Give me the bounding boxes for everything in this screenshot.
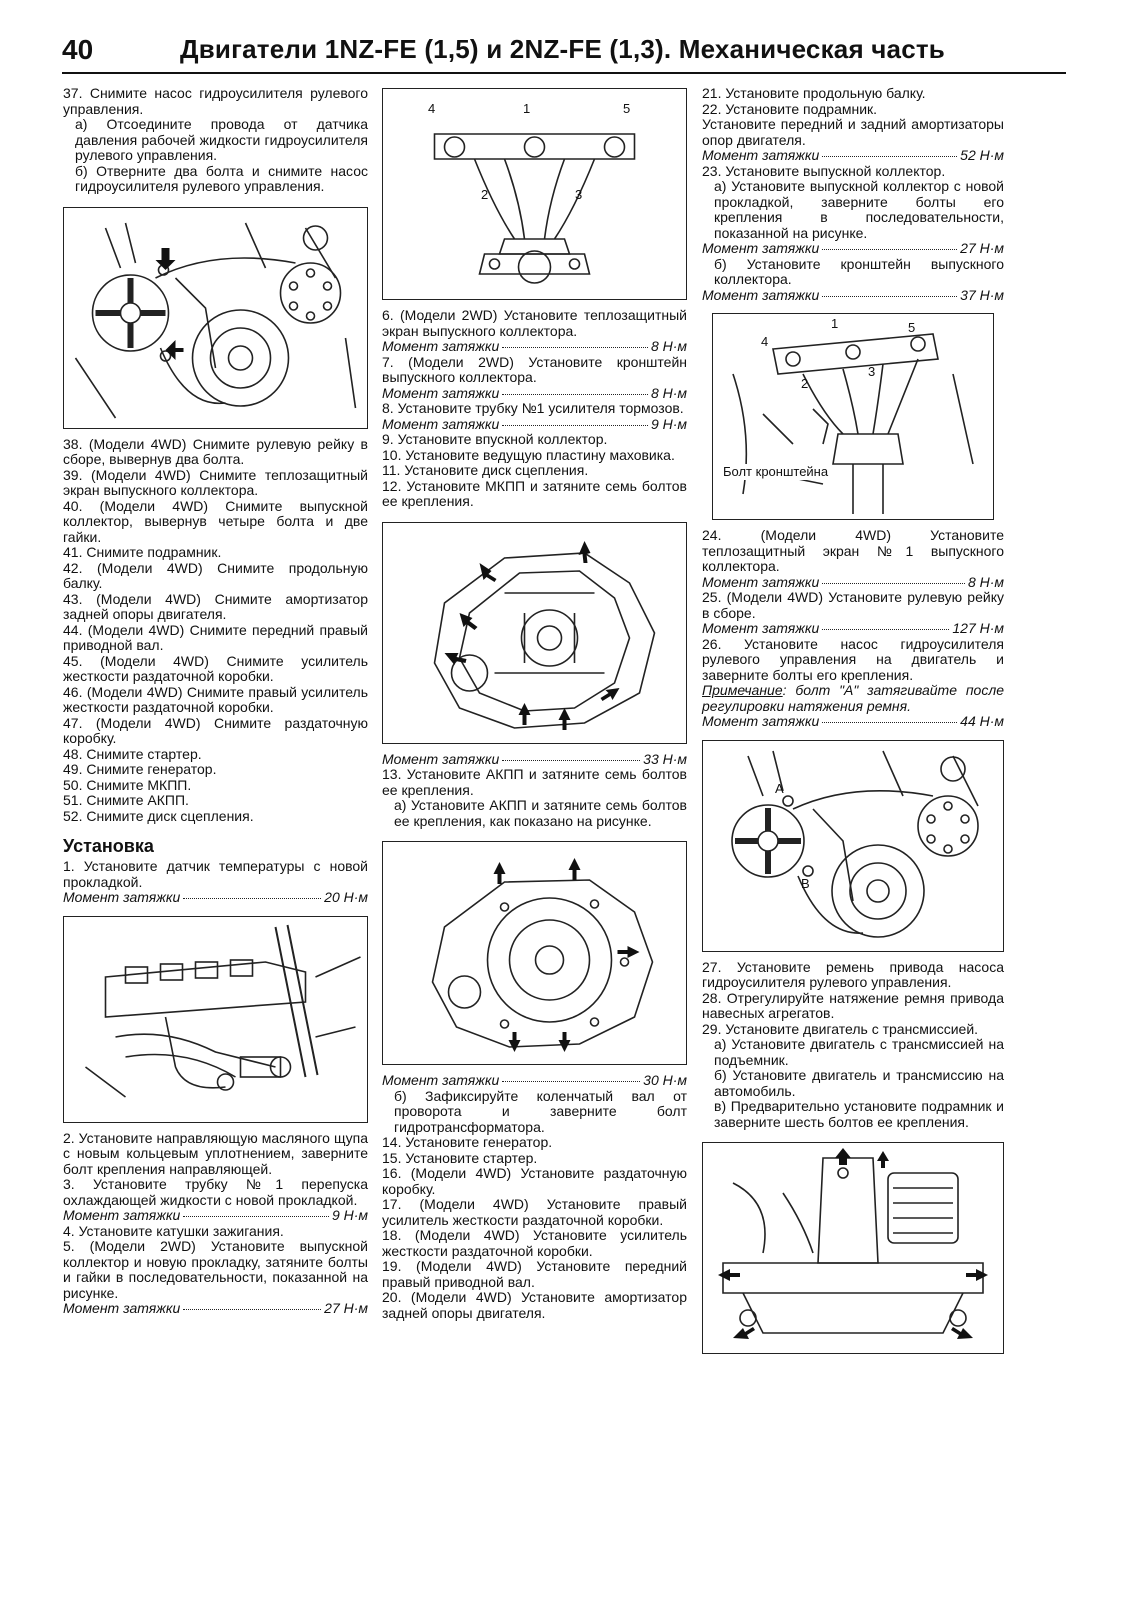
automatic-transmission-drawing-icon [383, 842, 686, 1064]
header-rule [62, 72, 1066, 74]
fig3-label-3: 3 [868, 364, 876, 379]
column-1 [63, 86, 368, 1317]
step-41: 41. Снимите подрамник. [63, 544, 222, 560]
step-44: 44. (Модели 4WD) Снимите передний правый приводной вал. [63, 621, 368, 653]
step-52: 52. Снимите диск сцепления. [63, 807, 254, 824]
install-step-2: 2. Установите направляющую масляного щупа с новым кольцевым уплотнением, заверните болт крепления направляющей. [63, 1129, 368, 1177]
install-step-17: 17. (Модели 4WD) Установите правый усилитель жесткости раздаточной коробки. [382, 1196, 687, 1228]
install-step-22b: Установите передний и задний амортизаторы опор двигателя. [702, 116, 1004, 148]
torque-spec-22: Момент затяжки 52 Н·м [702, 147, 1004, 163]
fig-label-4: 4 [428, 101, 436, 116]
fig3-label-4: 4 [761, 334, 769, 349]
torque-spec-8: Момент затяжки 9 Н·м [382, 415, 687, 432]
install-step-7: 7. (Модели 2WD) Установите кронштейн выпускного коллектора. [382, 353, 687, 385]
fig-label-3: 3 [575, 187, 583, 202]
fig-label-2: 2 [481, 187, 489, 202]
figure-power-steering-pump-install [702, 740, 1004, 952]
figure-subframe-install [702, 1142, 1004, 1354]
install-step-29b: б) Установите двигатель и трансмиссию на автомобиль. [714, 1067, 1004, 1099]
figure-automatic-transmission [382, 841, 687, 1065]
fig3-label-2: 2 [801, 376, 809, 391]
pump-drawing-icon [64, 208, 367, 428]
install-step-9: 9. Установите впускной коллектор. [382, 431, 608, 447]
install-step-22: 22. Установите подрамник. [702, 100, 878, 117]
exhaust-manifold-drawing-icon [383, 89, 686, 299]
torque-spec-23a: Момент затяжки 27 Н·м [702, 240, 1004, 256]
step-45: 45. (Модели 4WD) Снимите усилитель жесткости раздаточной коробки. [63, 652, 368, 684]
step-49: 49. Снимите генератор. [63, 761, 217, 777]
figure-manual-transmission [382, 522, 687, 744]
fig-label-B: B [801, 875, 810, 891]
install-step-4: 4. Установите катушки зажигания. [63, 1222, 284, 1239]
fig3-label-5: 5 [908, 320, 916, 335]
torque-spec-25: Момент затяжки 127 Н·м [702, 620, 1004, 636]
install-step-1: 1. Установите датчик температуры с новой прокладкой. [63, 858, 368, 890]
torque-spec-23b: Момент затяжки 37 Н·м [702, 286, 1004, 303]
step-51: 51. Снимите АКПП. [63, 792, 189, 808]
transmission-drawing-icon [383, 523, 686, 743]
page-title: Двигатели 1NZ-FE (1,5) и 2NZ-FE (1,3). Механическая часть [180, 34, 945, 64]
install-step-29c: в) Предварительно установите подрамник и заверните шесть болтов ее крепления. [714, 1098, 1004, 1130]
step-37: 37. Снимите насос гидроусилителя рулевого управления. [63, 85, 368, 117]
column-3 [702, 86, 1004, 1362]
section-heading-installation: Установка [63, 836, 154, 856]
step-43: 43. (Модели 4WD) Снимите амортизатор задней опоры двигателя. [63, 590, 368, 622]
install-step-16: 16. (Модели 4WD) Установите раздаточную коробку. [382, 1165, 687, 1197]
subframe-drawing-icon [703, 1143, 1003, 1353]
note-text: : болт "А" затягивайте после регулировки натяжения ремня. [702, 682, 1004, 714]
install-step-20: 20. (Модели 4WD) Установите амортизатор задней опоры двигателя. [382, 1289, 687, 1321]
install-step-26: 26. Установите насос гидроусилителя рулевого управления на двигатель и заверните болты его крепления. [702, 635, 1004, 683]
install-step-24: 24. (Модели 4WD) Установите теплозащитный экран №1 выпускного коллектора. [702, 527, 1004, 574]
install-step-10: 10. Установите ведущую пластину маховика. [382, 446, 675, 463]
install-step-13b: б) Зафиксируйте коленчатый вал от проворота и заверните болт гидротрансформатора. [394, 1087, 687, 1135]
step-38: 38. (Модели 4WD) Снимите рулевую рейку в сборе, вывернув два болта. [63, 435, 368, 467]
fig-label-A: A [775, 780, 784, 796]
install-step-6: 6. (Модели 2WD) Установите теплозащитный экран выпускного коллектора. [382, 307, 687, 339]
install-step-27: 27. Установите ремень привода насоса гидроусилителя рулевого управления. [702, 958, 1004, 990]
install-step-3: 3. Установите трубку №1 перепуска охлаждающей жидкости с новой прокладкой. [63, 1176, 368, 1208]
note-label: Примечание [702, 682, 783, 698]
page-header [62, 34, 1062, 74]
install-step-5: 5. (Модели 2WD) Установите выпускной коллектор и новую прокладку, затяните болты и гайки в последовательности, показанной на рисунке. [63, 1238, 368, 1301]
step-40: 40. (Модели 4WD) Снимите выпускной коллектор, вывернув четыре болта и две гайки. [63, 497, 368, 545]
fig3-caption: Болт кронштейна [723, 464, 829, 479]
install-step-21: 21. Установите продольную балку. [702, 85, 926, 101]
step-42: 42. (Модели 4WD) Снимите продольную балку. [63, 559, 368, 591]
torque-spec-6: Момент затяжки 8 Н·м [382, 338, 687, 354]
step-39: 39. (Модели 4WD) Снимите теплозащитный экран выпускного коллектора. [63, 466, 368, 498]
figure-dipstick-guide [63, 916, 368, 1123]
install-step-23b: б) Установите кронштейн выпускного коллектора. [714, 255, 1004, 287]
install-step-29: 29. Установите двигатель с трансмиссией. [702, 1020, 979, 1037]
step-46: 46. (Модели 4WD) Снимите правый усилитель жесткости раздаточной коробки. [63, 683, 368, 715]
install-step-11: 11. Установите диск сцепления. [382, 462, 589, 478]
torque-spec-12: Момент затяжки 33 Н·м [382, 750, 687, 767]
torque-spec-5: Момент затяжки 27 Н·м [63, 1300, 368, 1316]
figure-exhaust-manifold-installed [712, 313, 994, 520]
fig-label-1: 1 [523, 101, 531, 116]
install-step-25: 25. (Модели 4WD) Установите рулевую рейку в сборе. [702, 589, 1004, 621]
install-step-12: 12. Установите МКПП и затяните семь болтов ее крепления. [382, 477, 687, 509]
figure-exhaust-manifold-2wd [382, 88, 687, 300]
figure-power-steering-pump-removal [63, 207, 368, 429]
note [702, 683, 1004, 714]
install-step-19: 19. (Модели 4WD) Установите передний правый приводной вал. [382, 1258, 687, 1290]
torque-spec-26: Момент затяжки 44 Н·м [702, 713, 1004, 729]
column-2 [382, 86, 687, 1321]
pump-install-drawing-icon [703, 741, 1003, 951]
fig3-label-1: 1 [831, 316, 839, 331]
step-48: 48. Снимите стартер. [63, 745, 202, 762]
install-step-8: 8. Установите трубку №1 усилителя тормозов. [382, 400, 684, 416]
install-step-15: 15. Установите стартер. [382, 1149, 538, 1166]
install-step-14: 14. Установите генератор. [382, 1134, 553, 1150]
step-37b: б) Отверните два болта и снимите насос гидроусилителя рулевого управления. [75, 162, 368, 194]
install-step-23: 23. Установите выпускной коллектор. [702, 162, 946, 179]
torque-spec-1: Момент затяжки 20 Н·м [63, 889, 368, 905]
torque-spec-24: Момент затяжки 8 Н·м [702, 573, 1004, 590]
engine-top-drawing-icon [64, 917, 367, 1122]
install-step-13: 13. Установите АКПП и затяните семь болтов ее крепления. [382, 766, 687, 798]
step-50: 50. Снимите МКПП. [63, 776, 192, 793]
install-step-13a: а) Установите АКПП и затяните семь болтов ее крепления, как показано на рисунке. [394, 797, 687, 829]
exhaust-manifold-installed-drawing-icon [713, 314, 993, 519]
torque-spec-7: Момент затяжки 8 Н·м [382, 384, 687, 401]
step-47: 47. (Модели 4WD) Снимите раздаточную коробку. [63, 714, 368, 746]
install-step-29a: а) Установите двигатель с трансмиссией на подъемник. [714, 1036, 1004, 1068]
install-step-23a: а) Установите выпускной коллектор с новой прокладкой, заверните болты его крепления в последовательности, показанной на рисунке. [714, 178, 1004, 241]
install-step-28: 28. Отрегулируйте натяжение ремня привода навесных агрегатов. [702, 989, 1004, 1021]
page-number: 40 [62, 34, 94, 65]
install-step-18: 18. (Модели 4WD) Установите усилитель жесткости раздаточной коробки. [382, 1227, 687, 1259]
fig-label-5: 5 [623, 101, 631, 116]
torque-spec-3: Момент затяжки 9 Н·м [63, 1207, 368, 1223]
step-37a: а) Отсоедините провода от датчика давления рабочей жидкости гидроусилителя рулевого управления. [75, 116, 368, 163]
torque-spec-13a: Момент затяжки 30 Н·м [382, 1072, 687, 1088]
